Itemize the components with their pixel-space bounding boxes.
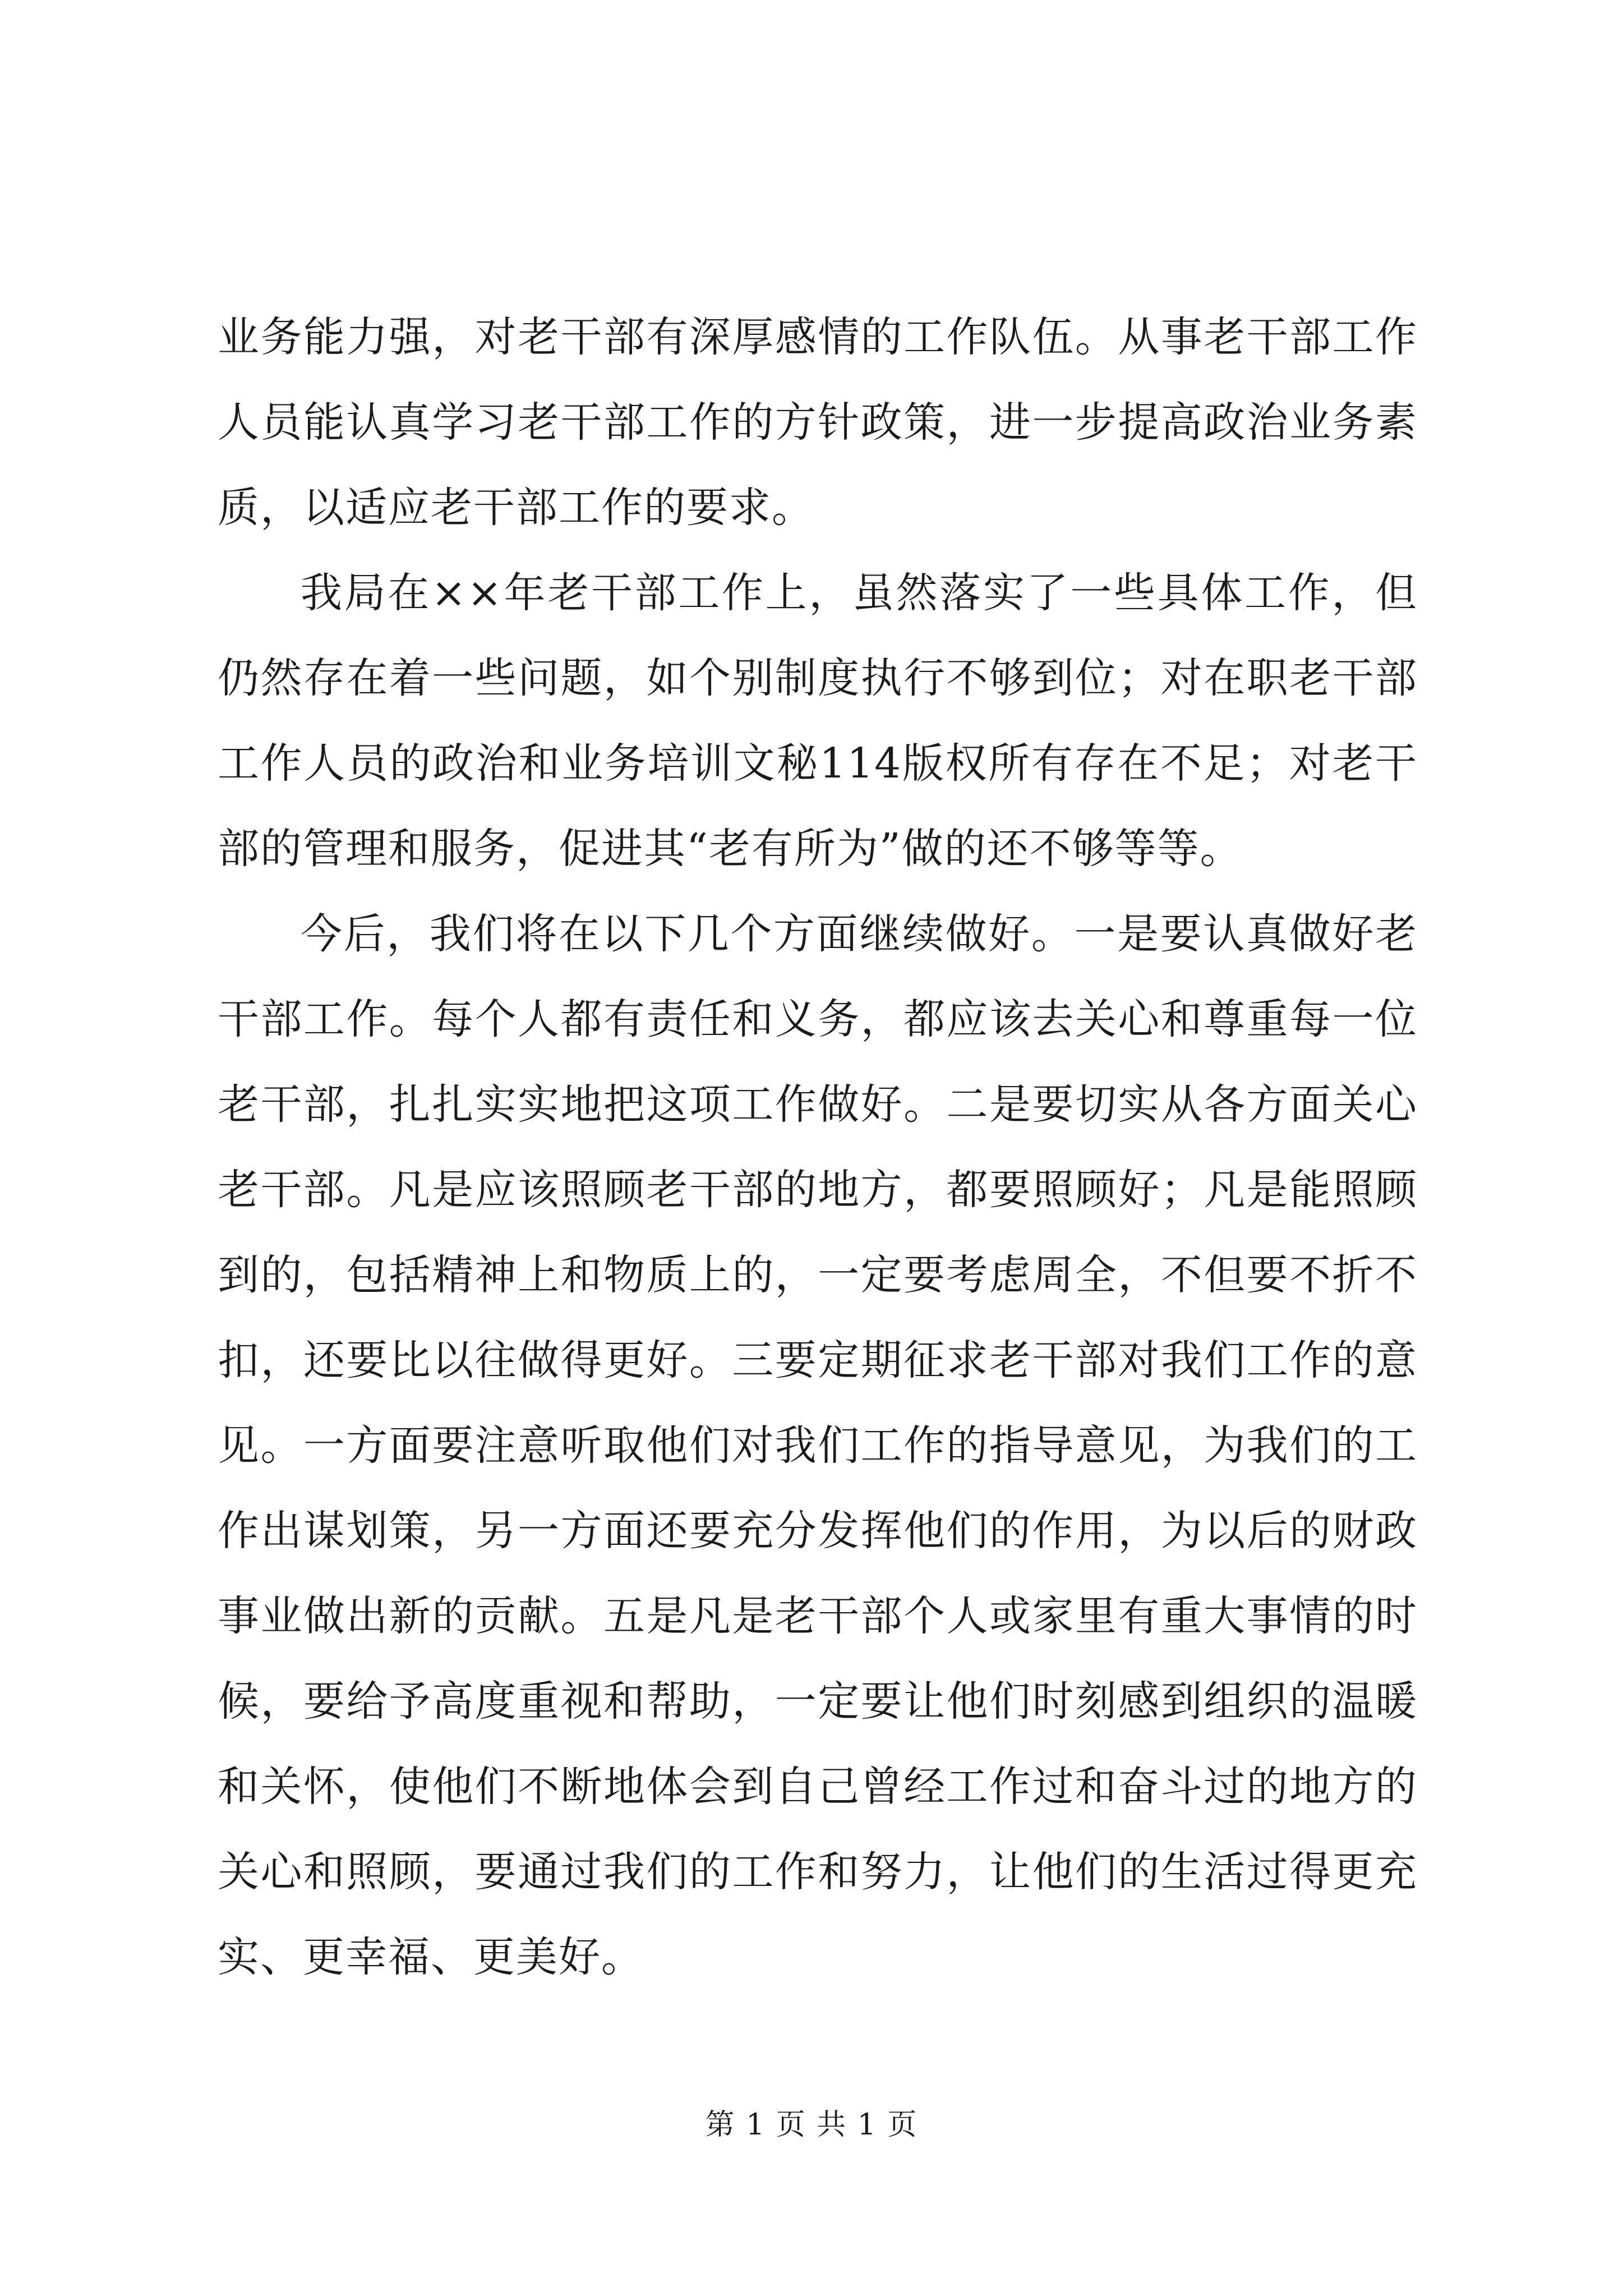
paragraph-future-plans: 今后，我们将在以下几个方面继续做好。一是要认真做好老干部工作。每个人都有责任和义务，都应该去关心和尊重每一位老干部，扎扎实实地把这项工作做好。二是要切实从各方面关心老干部。凡是应该照顾老干部的地方，都要照顾好；凡是能照顾到的，包括精神上和物质上的，一定要考虑周全，不但要不折不扣，还要比以往做得更好。三要定期征求老干部对我们工作的意见。一方面要注意听取他们对我们工作的指导意见，为我们的工作出谋划策，另一方面还要充分发挥他们的作用，为以后的财政事业做出新的贡献。五是凡是老干部个人或家里有重大事情的时候，要给予高度重视和帮助，一定要让他们时刻感到组织的温暖和关怀，使他们不断地体会到自己曾经工作过和奋斗过的地方的关心和照顾，要通过我们的工作和努力，让他们的生活过得更充实、更幸福、更美好。 <box>218 910 1418 1981</box>
paragraph-continuation: 业务能力强，对老干部有深厚感情的工作队伍。从事老干部工作人员能认真学习老干部工作的方针政策，进一步提高政治业务素质，以适应老干部工作的要求。 <box>218 313 1418 532</box>
page-footer: 第 1 页 共 1 页 <box>705 2108 918 2142</box>
paragraph-issues: 我局在××年老干部工作上，虽然落实了一些具体工作，但仍然存在着一些问题，如个别制度执行不够到位；对在职老干部工作人员的政治和业务培训文秘114版权所有存在不足；对老干部的管理和服务，促进其“老有所为”做的还不够等等。 <box>218 569 1418 873</box>
document-body <box>218 295 1418 2000</box>
